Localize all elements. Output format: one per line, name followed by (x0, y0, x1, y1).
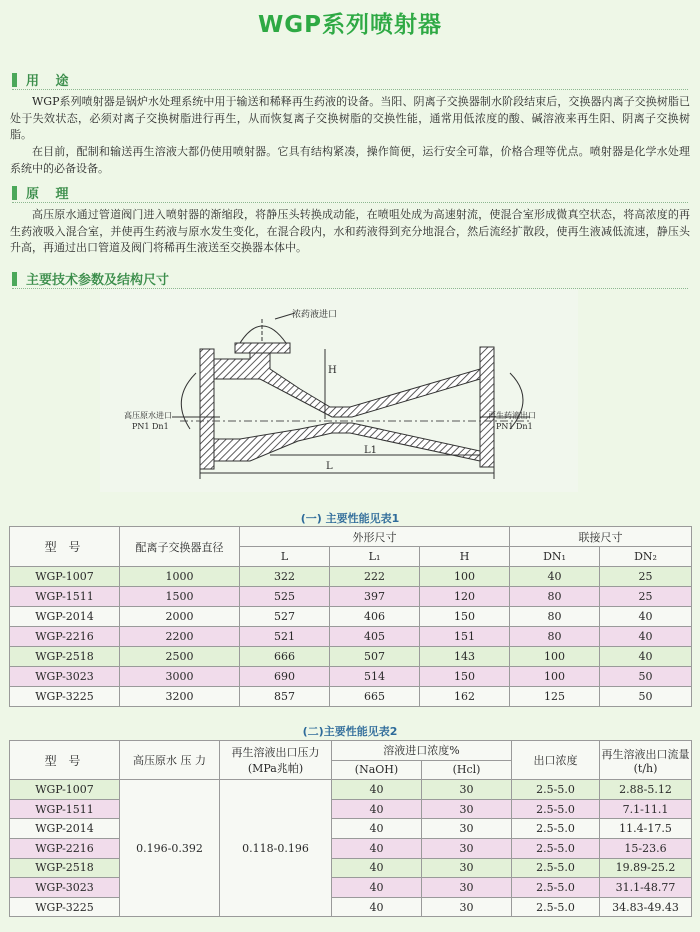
cell: 2500 (120, 647, 240, 667)
cell: 120 (420, 587, 510, 607)
suction-flange (235, 343, 290, 353)
col-inlet-concentration: 溶液进口浓度% (332, 741, 512, 761)
cell: 2.5-5.0 (512, 819, 600, 839)
cell: 30 (422, 838, 512, 858)
height-label: H (328, 365, 337, 376)
cell: WGP-2518 (10, 647, 120, 667)
col-outlet-pressure: 再生溶液出口压力(MPa兆帕) (220, 741, 332, 780)
cell: 2.5-5.0 (512, 799, 600, 819)
cell: 100 (510, 647, 600, 667)
table-row (10, 687, 692, 707)
principle-paragraph: 高压原水通过管道阀门进入喷射器的渐缩段，将静压头转换成动能，在喷咀处成为高速射流，使混合室形成微真空状态，将高浓度的再生药液吸入混合室，并使再生药液与原水发生变化，在混合段内，水和药液得到充分地混合，然后流经扩散段，使再生液减低流速，静压头升高，再通过出口管道及阀门将稀再生液送至交换器本体中。 (10, 208, 690, 255)
cell: 151 (420, 627, 510, 647)
cell: 100 (510, 667, 600, 687)
cell: WGP-2518 (10, 858, 120, 878)
outlet-spec: PN1 Dn1 (496, 422, 533, 431)
col-L1: L₁ (330, 547, 420, 567)
cell: WGP-3023 (10, 667, 120, 687)
cell: 50 (600, 687, 692, 707)
section-usage-heading (12, 70, 688, 90)
cell: 397 (330, 587, 420, 607)
table-row (10, 627, 692, 647)
cell: 150 (420, 667, 510, 687)
cell: 222 (330, 567, 420, 587)
cell: WGP-1007 (10, 780, 120, 800)
cell: 34.83-49.43 (600, 897, 692, 917)
section-principle-label: 原 理 (26, 187, 75, 202)
section-usage-label: 用 途 (26, 74, 75, 89)
cell: 30 (422, 897, 512, 917)
cell: 2000 (120, 607, 240, 627)
section-marker (12, 186, 17, 200)
table1-caption: (一) 主要性能见表1 (300, 512, 400, 525)
table-row (10, 858, 692, 878)
l1-label: L1 (364, 445, 378, 456)
cell: WGP-3225 (10, 897, 120, 917)
cell: 521 (240, 627, 330, 647)
performance-table-2 (9, 740, 692, 917)
page-title: WGP系列喷射器 (257, 12, 443, 38)
col-hcl: (Hcl) (422, 760, 512, 780)
cell: 2.5-5.0 (512, 780, 600, 800)
section-marker (12, 73, 17, 87)
cell: 80 (510, 587, 600, 607)
cell: 80 (510, 607, 600, 627)
cell: 15-23.6 (600, 838, 692, 858)
cell: 2.5-5.0 (512, 858, 600, 878)
col-conn-size: 联接尺寸 (510, 527, 692, 547)
cell: 527 (240, 607, 330, 627)
performance-table-1 (9, 526, 692, 707)
cell: 30 (422, 858, 512, 878)
table-row (10, 897, 692, 917)
cell: 405 (330, 627, 420, 647)
col-outlet-flow: 再生溶液出口流量(t/h) (600, 741, 692, 780)
cell: 30 (422, 819, 512, 839)
l-label: L (326, 461, 333, 472)
cell: 50 (600, 667, 692, 687)
col-outer-size: 外形尺寸 (240, 527, 510, 547)
suction-inlet-label: 浓药液进口 (292, 310, 338, 320)
cell: 7.1-11.1 (600, 799, 692, 819)
cell: 25 (600, 587, 692, 607)
cell: 40 (332, 878, 422, 898)
cell: 514 (330, 667, 420, 687)
table-row (10, 799, 692, 819)
cell: 40 (600, 647, 692, 667)
cell: 80 (510, 627, 600, 647)
outlet-label: 再生药液出口 (488, 411, 536, 420)
cell: 1500 (120, 587, 240, 607)
cell: 690 (240, 667, 330, 687)
cell: 857 (240, 687, 330, 707)
table-row (10, 878, 692, 898)
cell: 2.5-5.0 (512, 838, 600, 858)
table-row (10, 838, 692, 858)
cell: 40 (600, 627, 692, 647)
col-model: 型 号 (10, 741, 120, 780)
usage-paragraph-1: WGP系列喷射器是锅炉水处理系统中用于输送和稀释再生药液的设备。当阳、阴离子交换器制水阶段结束后，交换器内离子交换树脂已处于失效状态，必须对离子交换树脂进行再生，从而恢复离子交换树脂的交换性能，通常用低浓度的酸、碱溶液来再生阳、阴离子交换树脂。 (10, 95, 690, 142)
outlet-flange (480, 347, 494, 467)
cell: WGP-1007 (10, 567, 120, 587)
col-outlet-concentration: 出口浓度 (512, 741, 600, 780)
cell: 125 (510, 687, 600, 707)
cell: 666 (240, 647, 330, 667)
cell: 665 (330, 687, 420, 707)
cell: 525 (240, 587, 330, 607)
water-inlet-label: 高压原水进口 (124, 411, 172, 420)
cell: 40 (332, 819, 422, 839)
cell: 30 (422, 878, 512, 898)
section-params-heading (12, 269, 688, 289)
cell: 19.89-25.2 (600, 858, 692, 878)
ejector-drawing (100, 289, 578, 492)
cell: 3200 (120, 687, 240, 707)
cell: 1000 (120, 567, 240, 587)
table2-caption: (二)主要性能见表2 (302, 725, 398, 738)
cell: WGP-2216 (10, 627, 120, 647)
section-marker (12, 272, 17, 286)
cell: 150 (420, 607, 510, 627)
col-naoh: (NaOH) (332, 760, 422, 780)
col-water-pressure: 高压原水 压 力 (120, 741, 220, 780)
section-params-label: 主要技术参数及结构尺寸 (26, 273, 170, 288)
table-row (10, 780, 692, 800)
col-diameter: 配离子交换器直径 (120, 527, 240, 567)
water-inlet-spec: PN1 Dn1 (132, 422, 169, 431)
ejector-diagram (100, 289, 578, 492)
cell: 162 (420, 687, 510, 707)
table-row (10, 607, 692, 627)
cell: 40 (332, 799, 422, 819)
cell: 11.4-17.5 (600, 819, 692, 839)
inlet-flange (200, 349, 214, 469)
cell: 40 (332, 780, 422, 800)
cell: WGP-1511 (10, 799, 120, 819)
cell: WGP-2014 (10, 607, 120, 627)
cell: 25 (600, 567, 692, 587)
cell: 40 (510, 567, 600, 587)
water-pressure-value: 0.196-0.392 (120, 780, 220, 917)
cell: 2.5-5.0 (512, 897, 600, 917)
table-row (10, 819, 692, 839)
cell: 30 (422, 780, 512, 800)
cell: 100 (420, 567, 510, 587)
cell: 40 (332, 858, 422, 878)
table-row (10, 567, 692, 587)
cell: 2200 (120, 627, 240, 647)
cell: 2.5-5.0 (512, 878, 600, 898)
col-DN1: DN₁ (510, 547, 600, 567)
table-row (10, 587, 692, 607)
cell: WGP-3023 (10, 878, 120, 898)
cell: 30 (422, 799, 512, 819)
col-DN2: DN₂ (600, 547, 692, 567)
usage-paragraph-2: 在目前，配制和输送再生溶液大都仍使用喷射器。它具有结构紧凑，操作简便，运行安全可靠，价格合理等优点。喷射器是化学水处理系统中的必备设备。 (10, 145, 690, 175)
table-row (10, 667, 692, 687)
cell: 3000 (120, 667, 240, 687)
col-H: H (420, 547, 510, 567)
cell: WGP-1511 (10, 587, 120, 607)
col-model: 型 号 (10, 527, 120, 567)
cell: WGP-2216 (10, 838, 120, 858)
col-L: L (240, 547, 330, 567)
cell: 40 (332, 838, 422, 858)
section-principle-heading (12, 183, 688, 203)
cell: 143 (420, 647, 510, 667)
cell: 2.88-5.12 (600, 780, 692, 800)
cell: 40 (600, 607, 692, 627)
outlet-pressure-value: 0.118-0.196 (220, 780, 332, 917)
cell: WGP-3225 (10, 687, 120, 707)
cell: 40 (332, 897, 422, 917)
cell: 507 (330, 647, 420, 667)
cell: 31.1-48.77 (600, 878, 692, 898)
cell: 322 (240, 567, 330, 587)
table-row (10, 647, 692, 667)
cell: WGP-2014 (10, 819, 120, 839)
cell: 406 (330, 607, 420, 627)
